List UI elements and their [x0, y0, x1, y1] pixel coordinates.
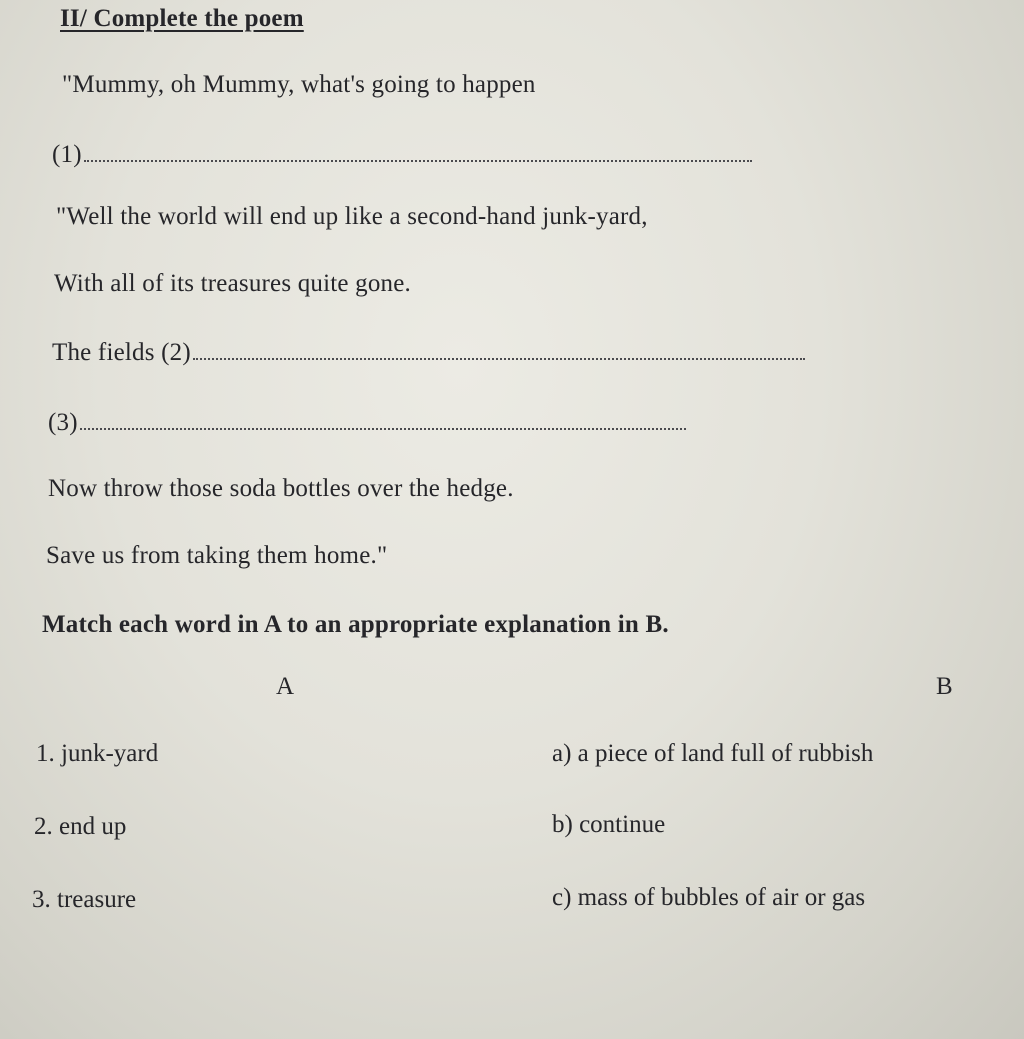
blank-3-label: (3) [48, 409, 78, 436]
column-b-header: B [936, 673, 953, 700]
column-b-item-b: b) continue [552, 811, 666, 838]
blank-3-dotted-line [80, 427, 686, 430]
poem-line-1: "Mummy, oh Mummy, what's going to happen [62, 71, 536, 98]
blank-1-label: (1) [52, 141, 82, 168]
poem-line-2: "Well the world will end up like a second-hand junk-yard, [56, 203, 648, 230]
column-a-item-1: 1. junk-yard [36, 740, 159, 767]
column-b-item-c: c) mass of bubbles of air or gas [552, 884, 866, 911]
match-instruction: Match each word in A to an appropriate explanation in B. [42, 611, 669, 638]
poem-blank-1 [52, 142, 752, 167]
blank-2-dotted-line [193, 357, 805, 360]
column-a-header: A [276, 673, 295, 700]
section-title: II/ Complete the poem [60, 5, 304, 32]
fields-prefix: The fields (2) [52, 339, 191, 366]
poem-line-6: Save us from taking them home." [46, 542, 388, 569]
column-b-item-a: a) a piece of land full of rubbish [552, 740, 874, 767]
poem-line-3: With all of its treasures quite gone. [54, 270, 411, 297]
column-a-item-2: 2. end up [34, 813, 127, 840]
blank-1-dotted-line [84, 159, 752, 162]
poem-line-4 [52, 340, 805, 365]
poem-line-5: Now throw those soda bottles over the hedge. [48, 475, 514, 502]
poem-blank-3 [48, 410, 686, 435]
column-a-item-3: 3. treasure [32, 886, 137, 913]
